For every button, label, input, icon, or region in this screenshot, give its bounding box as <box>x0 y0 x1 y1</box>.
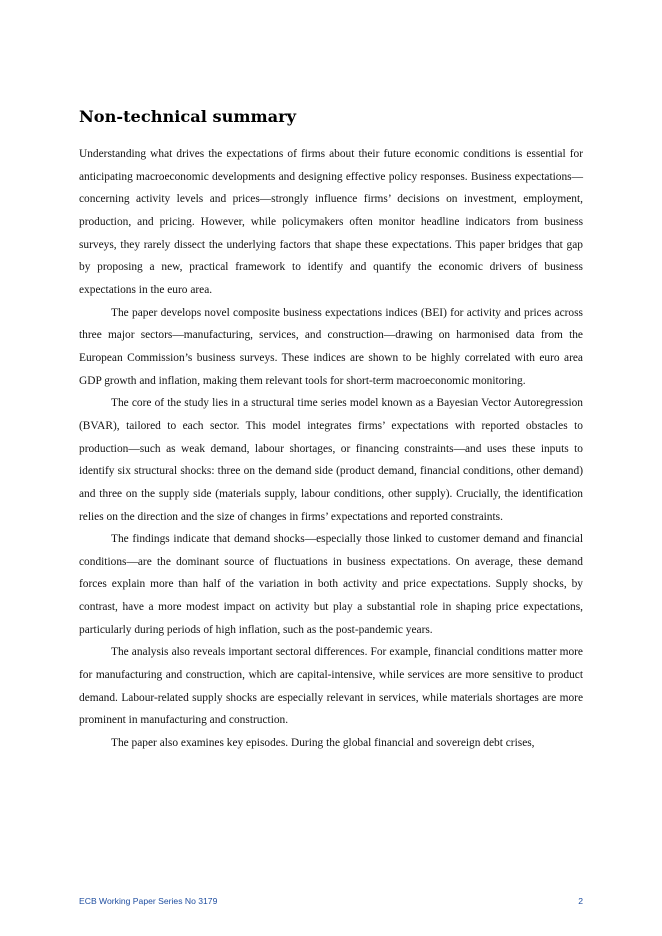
paragraph: Understanding what drives the expectations of firms about their future economic conditions is essential for anticipating macroeconomic developments and designing effective policy responses. Business expectations—concerning activity levels and prices—strongly influence firms’ decisions on investment, employment, production, and pricing. However, while policymakers often monitor headline indicators from business surveys, they rarely dissect the underlying factors that shape these expectations. This paper bridges that gap by proposing a new, practical framework to identify and quantify the economic drivers of business expectations in the euro area. <box>79 148 583 296</box>
paragraph: The paper develops novel composite business expectations indices (BEI) for activity and prices across three major sectors—manufacturing, services, and construction—drawing on harmonised data from the European Commission’s business surveys. These indices are shown to be highly correlated with euro area GDP growth and inflation, making them relevant tools for short-term macroeconomic monitoring. <box>79 306 583 387</box>
page-number: 2 <box>578 896 583 906</box>
paragraph: The paper also examines key episodes. During the global financial and sovereign debt crises, <box>111 737 535 750</box>
page-footer <box>79 894 583 908</box>
paragraph: The core of the study lies in a structural time series model known as a Bayesian Vector Autoregression (BVAR), tailored to each sector. This model integrates firms’ expectations with reported obstacles to production—such as weak demand, labour shortages, or financing constraints—and uses these inputs to identify six structural shocks: three on the demand side (product demand, financial conditions, other demand) and three on the supply side (materials supply, labour conditions, other supply). Crucially, the identification relies on the direction and the size of changes in firms’ expectations and reported constraints. <box>79 397 583 523</box>
working-paper-series-label: ECB Working Paper Series No 3179 <box>79 896 218 906</box>
summary-body <box>79 143 583 755</box>
section-title: Non-technical summary <box>79 107 297 126</box>
paragraph: The findings indicate that demand shocks—especially those linked to customer demand and financial conditions—are the dominant source of fluctuations in business expectations. On average, these demand forces explain more than half of the variation in both activity and price expectations. Supply shocks, by contrast, have a more modest impact on activity but play a substantial role in shaping price expectations, particularly during periods of high inflation, such as the post-pandemic years. <box>79 533 583 636</box>
paragraph: The analysis also reveals important sectoral differences. For example, financial conditions matter more for manufacturing and construction, which are capital-intensive, while services are more sensitive to product demand. Labour-related supply shocks are especially relevant in services, while materials shortages are more prominent in manufacturing and construction. <box>79 646 583 727</box>
